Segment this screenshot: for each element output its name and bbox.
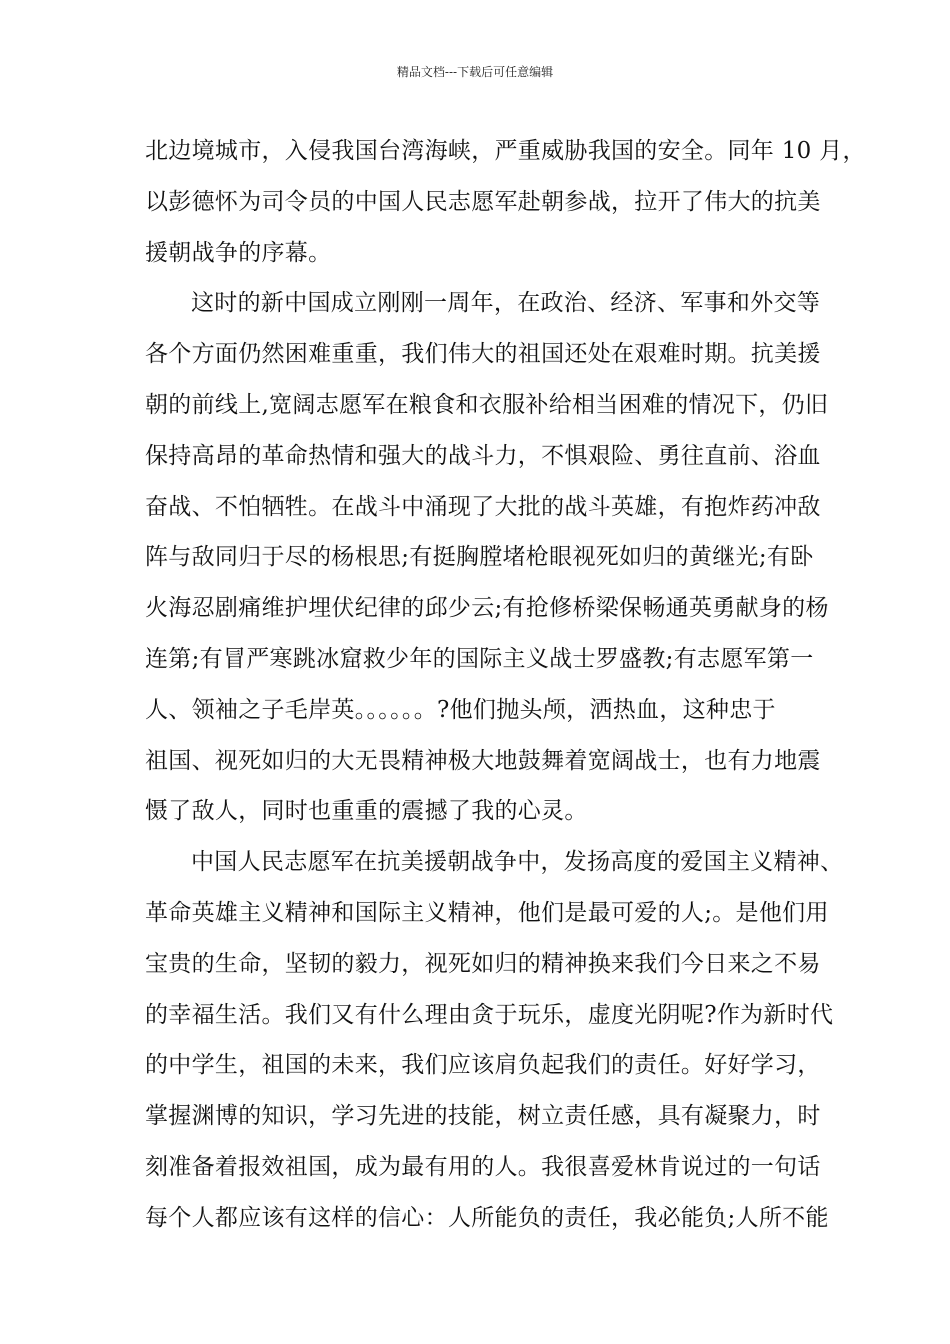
text-line: 的中学生，祖国的未来，我们应该肩负起我们的责任。好好学习，	[145, 1052, 821, 1079]
text-line: 阵与敌同归于尽的杨根思;有挺胸膛堵枪眼视死如归的黄继光;有卧	[145, 544, 814, 571]
text-line: 以彭德怀为司令员的中国人民志愿军赴朝参战，拉开了伟大的抗美	[145, 188, 821, 215]
document-body	[145, 126, 866, 1244]
text-line: 保持高昂的革命热情和强大的战斗力，不惧艰险、勇往直前、浴血	[145, 442, 821, 469]
text-line: 北边境城市，入侵我国台湾海峡，严重威胁我国的安全。同年 10 月，	[145, 138, 866, 164]
text-line: 火海忍剧痛维护埋伏纪律的邱少云;有抢修桥梁保畅通英勇献身的杨	[145, 595, 829, 622]
text-line: 连第;有冒严寒跳冰窟救少年的国际主义战士罗盛教;有志愿军第一	[145, 645, 814, 672]
text-line: 援朝战争的序幕。	[145, 239, 332, 266]
text-line: 掌握渊博的知识，学习先进的技能，树立责任感，具有凝聚力，时	[145, 1103, 821, 1130]
paragraph-first-line: 这时的新中国成立刚刚一周年，在政治、经济、军事和外交等	[191, 290, 821, 317]
text-line: 奋战、不怕牺牲。在战斗中涌现了大批的战斗英雄，有抱炸药冲敌	[145, 493, 821, 520]
text-line: 慑了敌人，同时也重重的震撼了我的心灵。	[145, 798, 588, 825]
text-line: 每个人都应该有这样的信心：人所能负的责任，我必能负;人所不能	[145, 1204, 829, 1231]
page-header: 精品文档---下载后可任意编辑	[396, 65, 554, 79]
text-line: 刻准备着报效祖国，成为最有用的人。我很喜爱林肯说过的一句话	[145, 1153, 821, 1180]
text-line: 祖国、视死如归的大无畏精神极大地鼓舞着宽阔战士，也有力地震	[145, 747, 821, 774]
text-line: 各个方面仍然困难重重，我们伟大的祖国还处在艰难时期。抗美援	[145, 341, 821, 368]
text-line: 的幸福生活。我们又有什么理由贪于玩乐，虚度光阴呢?作为新时代	[145, 1001, 834, 1028]
text-line: 宝贵的生命，坚韧的毅力，视死如归的精神换来我们今日来之不易	[145, 950, 821, 977]
paragraph-first-line: 中国人民志愿军在抗美援朝战争中，发扬高度的爱国主义精神、	[191, 849, 844, 876]
text-line: 革命英雄主义精神和国际主义精神，他们是最可爱的人;。是他们用	[145, 899, 829, 926]
text-line: 朝的前线上,宽阔志愿军在粮食和衣服补给相当困难的情况下，仍旧	[145, 391, 829, 418]
text-line: 人、领袖之子毛岸英。。。。。。?他们抛头颅，洒热血，这种忠于	[145, 696, 776, 723]
